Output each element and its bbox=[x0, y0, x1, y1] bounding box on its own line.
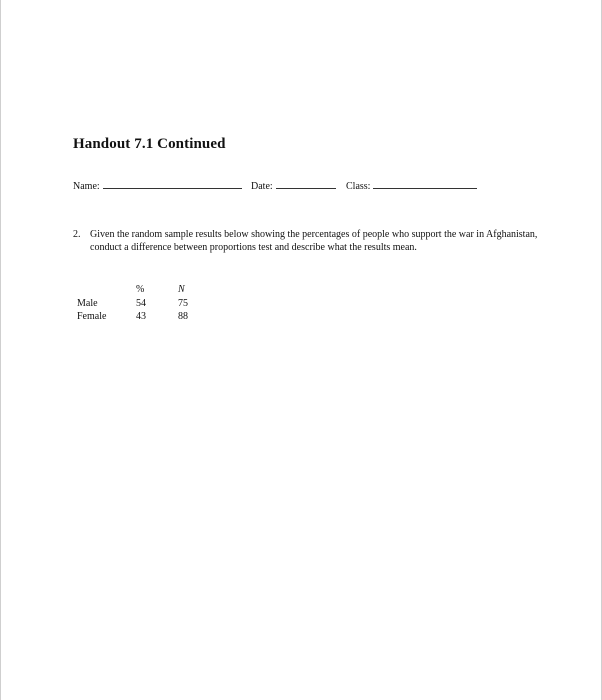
question-text: Given the random sample results below showing the percentages of people who support the war in Afghanistan, conduct a difference between proportions test and describe what the results mean. bbox=[90, 229, 538, 253]
row-percent: 54 bbox=[136, 298, 146, 309]
row-n: 88 bbox=[178, 311, 188, 322]
date-field bbox=[251, 179, 336, 192]
row-percent: 43 bbox=[136, 311, 146, 322]
row-label: Male bbox=[77, 298, 98, 309]
class-label: Class: bbox=[346, 181, 371, 192]
header-percent: % bbox=[136, 284, 145, 295]
question-number: 2. bbox=[73, 229, 81, 240]
class-blank-line bbox=[373, 179, 477, 189]
table-row bbox=[77, 310, 208, 323]
name-label: Name: bbox=[73, 181, 100, 192]
name-field bbox=[73, 179, 242, 192]
header-label bbox=[77, 282, 136, 297]
header-n: N bbox=[178, 284, 185, 295]
date-label: Date: bbox=[251, 181, 273, 192]
table-row bbox=[77, 297, 208, 310]
name-blank-line bbox=[103, 179, 242, 189]
date-blank-line bbox=[276, 179, 336, 189]
handout-title: Handout 7.1 Continued bbox=[73, 136, 226, 152]
sample-results-table bbox=[77, 282, 208, 323]
row-label: Female bbox=[77, 311, 107, 322]
class-field bbox=[346, 179, 477, 192]
row-n: 75 bbox=[178, 298, 188, 309]
table-header-row bbox=[77, 282, 208, 297]
